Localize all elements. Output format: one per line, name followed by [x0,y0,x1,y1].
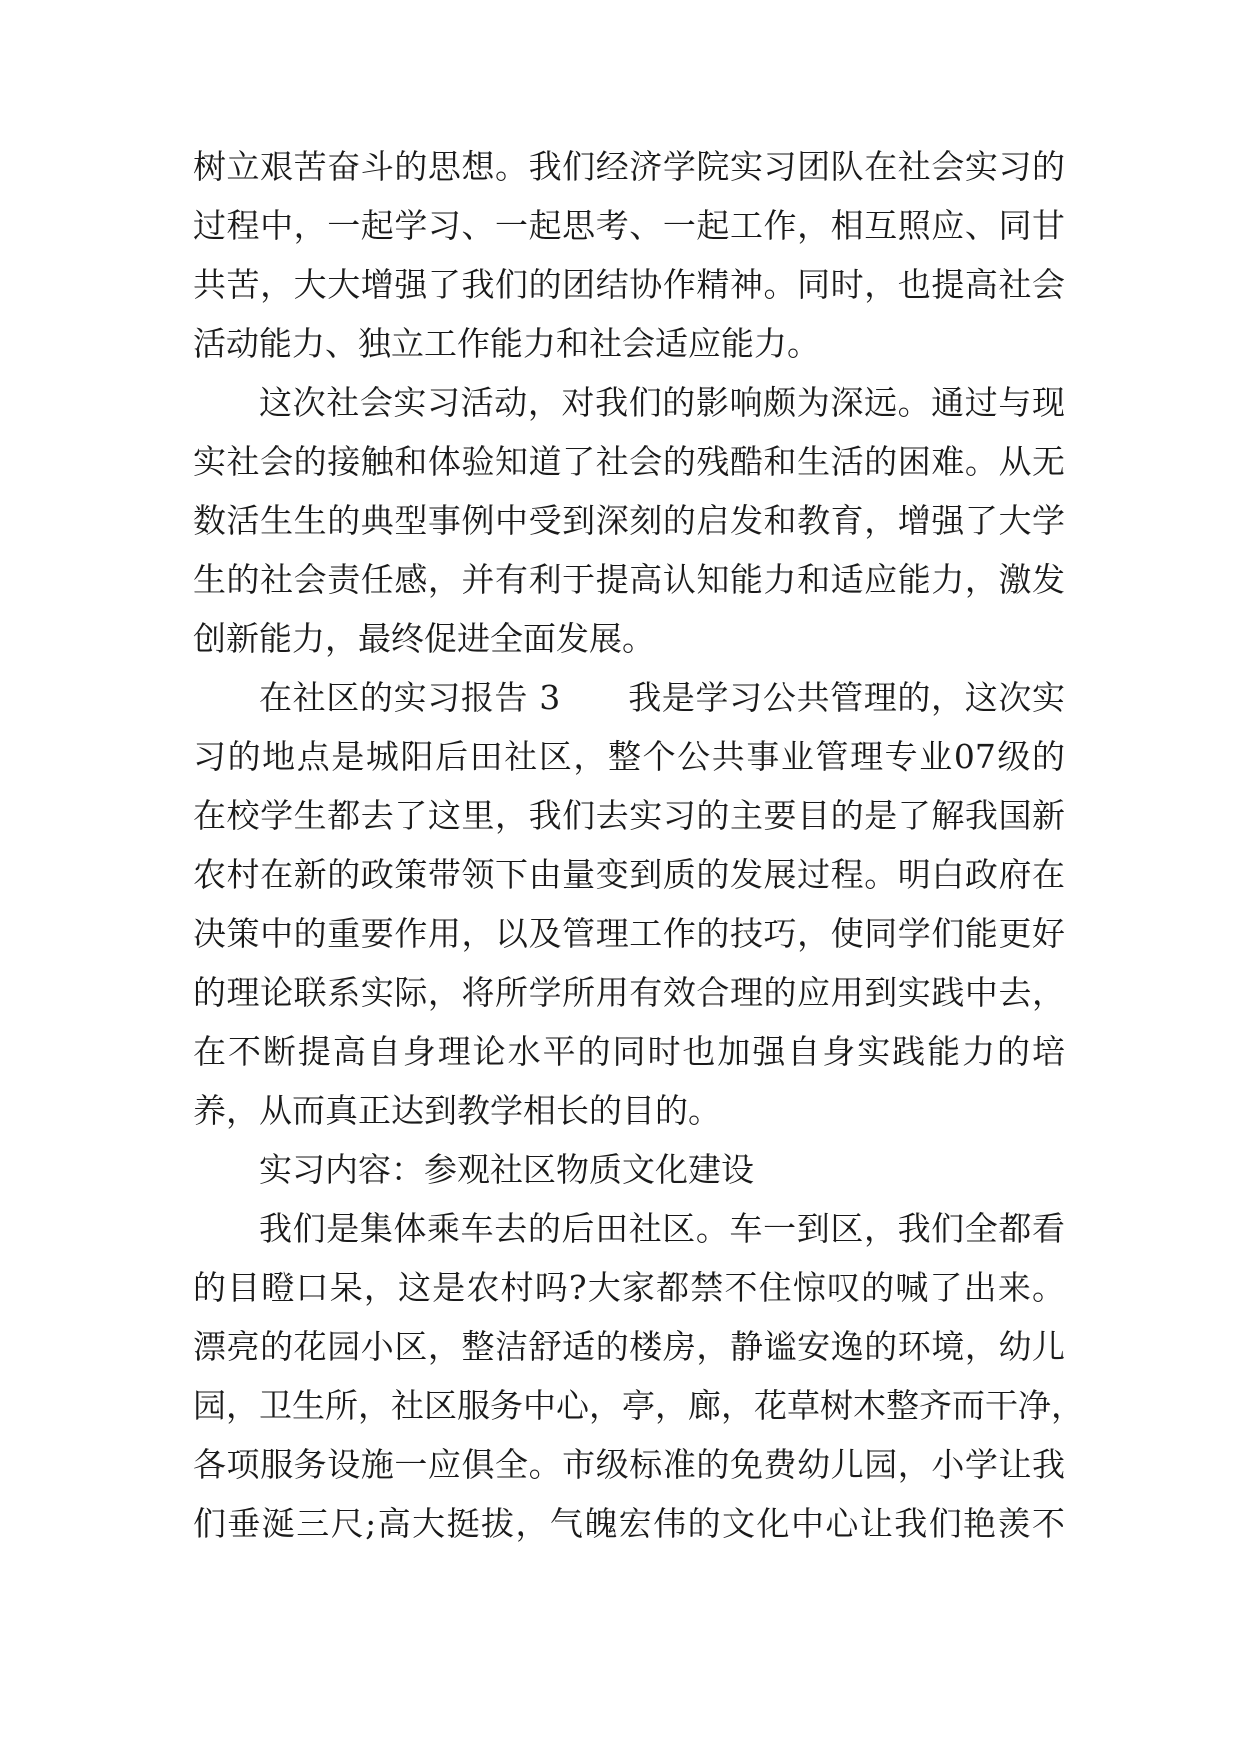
paragraph-first-line: 我们是集体乘车去的后田社区。车一到区，我们全都看 [259,1209,1065,1248]
text-line: 创新能力，最终促进全面发展。 [193,619,655,658]
text-line: 共苦，大大增强了我们的团结协作精神。同时，也提高社会 [193,265,1065,304]
text-line: 农村在新的政策带领下由量变到质的发展过程。明白政府在 [193,855,1065,894]
text-line: 生的社会责任感，并有利于提高认知能力和适应能力，激发 [193,560,1065,599]
text-line: 的目瞪口呆，这是农村吗?大家都禁不住惊叹的喊了出来。 [193,1268,1065,1307]
text-line: 数活生生的典型事例中受到深刻的启发和教育，增强了大学 [193,501,1065,540]
text-line: 们垂涎三尺;高大挺拔，气魄宏伟的文化中心让我们艳羡不 [193,1504,1065,1543]
text-line: 过程中，一起学习、一起思考、一起工作，相互照应、同甘 [193,206,1065,245]
text-line: 在校学生都去了这里，我们去实习的主要目的是了解我国新 [193,796,1065,835]
paragraph-first-line: 在社区的实习报告 3 我是学习公共管理的，这次实 [259,678,1065,717]
text-line: 的理论联系实际，将所学所用有效合理的应用到实践中去， [193,973,1065,1012]
paragraph-first-line: 这次社会实习活动，对我们的影响颇为深远。通过与现 [259,383,1065,422]
text-line: 活动能力、独立工作能力和社会适应能力。 [193,324,820,363]
text-line: 漂亮的花园小区，整洁舒适的楼房，静谧安逸的环境，幼儿 [193,1327,1065,1366]
text-line: 习的地点是城阳后田社区，整个公共事业管理专业07级的 [193,737,1065,776]
section-heading: 实习内容：参观社区物质文化建设 [259,1150,754,1189]
text-line: 养，从而真正达到教学相长的目的。 [193,1091,721,1130]
text-line: 各项服务设施一应俱全。市级标准的免费幼儿园，小学让我 [193,1445,1065,1484]
text-line: 树立艰苦奋斗的思想。我们经济学院实习团队在社会实习的 [193,147,1065,186]
text-line: 园，卫生所，社区服务中心，亭，廊，花草树木整齐而干净， [193,1386,1084,1425]
text-line: 在不断提高自身理论水平的同时也加强自身实践能力的培 [193,1032,1065,1071]
text-line: 决策中的重要作用，以及管理工作的技巧，使同学们能更好 [193,914,1065,953]
text-line: 实社会的接触和体验知道了社会的残酷和生活的困难。从无 [193,442,1065,481]
